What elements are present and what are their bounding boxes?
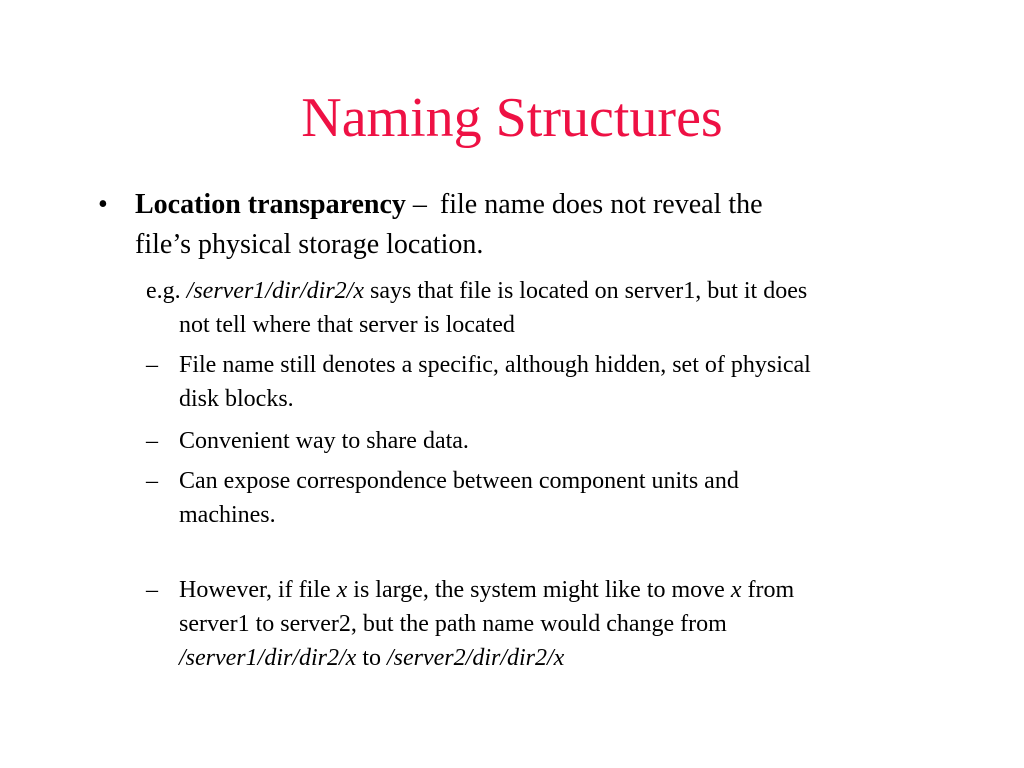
- example-prefix: e.g.: [146, 278, 181, 304]
- example-line1: [146, 274, 807, 308]
- path-from: /server1/dir/dir2/x: [179, 645, 357, 671]
- sub-item-2-line1: Convenient way to share data.: [179, 428, 469, 454]
- example-path: /server1/dir/dir2/x: [186, 278, 364, 304]
- bullet1-text-line1: file name does not reveal the: [439, 189, 763, 220]
- to-word: to: [362, 645, 381, 671]
- sub-item-1-line1: File name still denotes a specific, although hidden, set of physical: [179, 352, 811, 378]
- bullet-marker: •: [98, 189, 108, 220]
- however-line3: [179, 641, 564, 675]
- however-line1: [179, 573, 794, 607]
- example-text-line2: not tell where that server is located: [179, 312, 515, 338]
- sub-item-1-line2: disk blocks.: [179, 386, 294, 412]
- however-var2: x: [730, 577, 742, 603]
- sub-item-marker: –: [146, 352, 158, 378]
- however-line2: server1 to server2, but the path name would change from: [179, 611, 727, 637]
- sub-item-3-line2: machines.: [179, 502, 276, 528]
- example-text-line1: says that file is located on server1, but it does: [369, 278, 808, 304]
- however-part3: from: [747, 577, 795, 603]
- sub-item-marker: –: [146, 577, 158, 603]
- bullet-location-transparency: [135, 185, 763, 225]
- however-part1: However, if file: [179, 577, 331, 603]
- however-var1: x: [336, 577, 348, 603]
- bullet1-text-line2: file’s physical storage location.: [135, 229, 484, 260]
- term-location-transparency: Location transparency: [135, 189, 406, 220]
- term-dash: –: [412, 189, 427, 220]
- sub-item-3-line1: Can expose correspondence between component units and: [179, 468, 739, 494]
- path-to: /server2/dir/dir2/x: [387, 645, 565, 671]
- sub-item-marker: –: [146, 468, 158, 494]
- sub-item-marker: –: [146, 428, 158, 454]
- however-part2: is large, the system might like to move: [353, 577, 725, 603]
- slide-title: Naming Structures: [301, 87, 723, 149]
